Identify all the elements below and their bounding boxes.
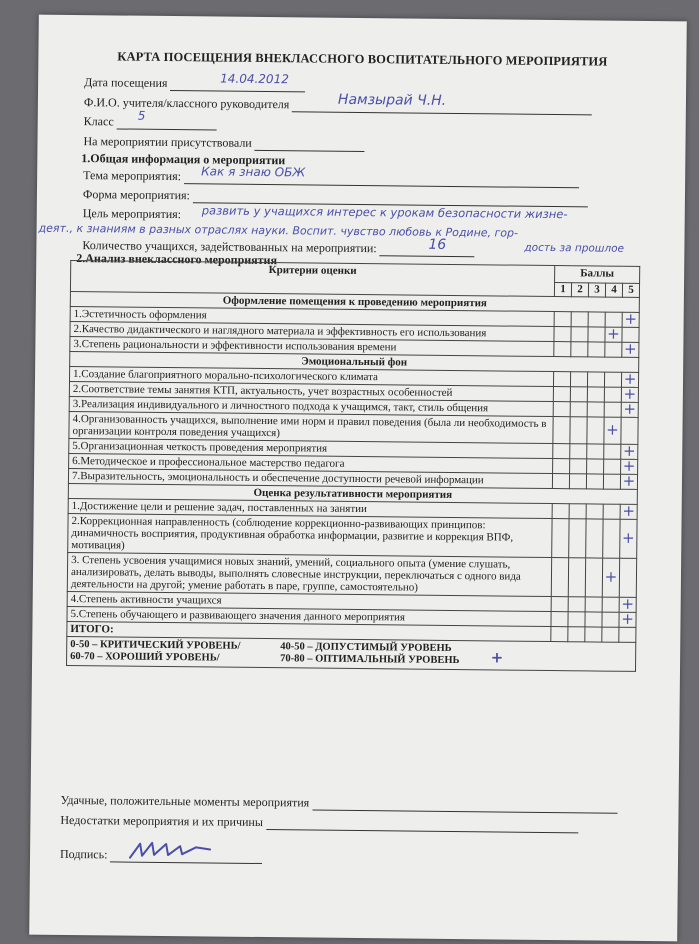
good-points-row: [61, 793, 618, 814]
score-cell[interactable]: [587, 372, 604, 387]
shortcomings-label: Недостатки мероприятия и их причины: [60, 812, 264, 830]
criterion-text: 7.Выразительность, эмоциональность и обеспечение доступности речевой информации: [68, 468, 552, 488]
score-cell[interactable]: [619, 558, 636, 597]
score-cell[interactable]: [621, 399, 638, 418]
criterion-text: 5.Степень обучающего и развивающего значения данного мероприятия: [67, 606, 551, 626]
score-cell[interactable]: [554, 342, 571, 357]
score-mark: +: [621, 594, 635, 613]
good-points-label: Удачные, положительные моменты мероприятия: [60, 792, 310, 810]
score-cell[interactable]: [551, 597, 568, 612]
topic-value: Как я знаю ОБЖ: [201, 164, 306, 180]
score-cell[interactable]: [570, 459, 587, 474]
score-col-1: 1: [554, 282, 571, 297]
count-field[interactable]: [380, 242, 475, 257]
group-title: Эмоциональный фон: [70, 351, 639, 372]
score-cell[interactable]: [603, 519, 620, 558]
levels-grid: [70, 639, 632, 669]
criterion-text: 2.Соответствие темы занятия КТП, актуальность, учет возрастных особенностей: [69, 381, 553, 401]
score-cell[interactable]: [620, 519, 637, 558]
teacher-label: Ф.И.О. учителя/классного руководителя: [83, 95, 290, 112]
class-row: [84, 114, 217, 130]
score-mark: +: [622, 501, 636, 520]
score-mark: +: [606, 420, 619, 439]
criterion-row: [68, 513, 637, 558]
score-cell[interactable]: [586, 504, 603, 519]
shortcomings-row: [60, 813, 578, 833]
score-cell[interactable]: [587, 444, 604, 459]
form-label: Форма мероприятия:: [82, 187, 190, 203]
criterion-text: 1.Эстетичность оформления: [70, 306, 554, 326]
goal-line-1: развить у учащихся интерес к урокам безопасности жизне-: [201, 203, 568, 222]
score-cell[interactable]: [569, 474, 586, 489]
score-cell[interactable]: [568, 597, 585, 612]
class-value: 5: [137, 108, 146, 123]
score-cell[interactable]: [619, 609, 636, 628]
score-mark: +: [623, 369, 637, 388]
date-label: Дата посещения: [84, 75, 168, 90]
levels-cell: [67, 636, 636, 671]
score-cell[interactable]: [553, 444, 570, 459]
group-title: Оформление помещения к проведению мероприятия: [70, 291, 639, 312]
score-cell[interactable]: [570, 372, 587, 387]
score-cell[interactable]: [554, 312, 571, 327]
level-critical: 0-50 – КРИТИЧЕСКИЙ УРОВЕНЬ/: [70, 638, 241, 652]
score-mark: +: [604, 567, 618, 586]
goal-label: Цель мероприятия:: [82, 206, 182, 222]
score-mark: +: [623, 384, 637, 403]
score-cell[interactable]: [551, 558, 568, 597]
criteria-table-body: [67, 260, 640, 671]
score-cell[interactable]: [622, 339, 639, 358]
score-cell[interactable]: [553, 372, 570, 387]
goal-row: [83, 206, 181, 222]
score-cell[interactable]: [569, 519, 586, 558]
goal-line-3: дость за прошлое: [524, 241, 625, 255]
score-cell[interactable]: [585, 612, 602, 627]
score-cell[interactable]: [621, 417, 638, 444]
score-cell[interactable]: [602, 612, 619, 627]
topic-label: Тема мероприятия:: [83, 168, 182, 184]
present-row: [83, 134, 364, 152]
score-cell[interactable]: [552, 474, 569, 489]
score-cell[interactable]: [553, 402, 570, 417]
score-cell[interactable]: [587, 417, 604, 444]
signature-scribble: [126, 840, 216, 863]
score-col-5: 5: [622, 283, 639, 298]
score-cell[interactable]: [570, 444, 587, 459]
score-cell[interactable]: [620, 471, 637, 490]
score-cell[interactable]: [586, 519, 603, 558]
score-cell[interactable]: [568, 558, 585, 597]
score-col-4: 4: [605, 283, 622, 298]
score-cell[interactable]: [603, 474, 620, 489]
level-optimal: 70-80 – ОПТИМАЛЬНЫЙ УРОВЕНЬ: [280, 653, 460, 667]
score-mark: +: [622, 471, 636, 490]
score-cell[interactable]: [553, 417, 570, 444]
score-cell[interactable]: [570, 402, 587, 417]
score-cell[interactable]: [585, 597, 602, 612]
total-label: ИТОГО:: [67, 621, 551, 641]
criterion-text: 4.Организованность учащихся, выполнение ими норм и правил поведения (была ли необходимость в организации контроля поведения учащихся): [69, 411, 553, 443]
score-mark: +: [622, 441, 636, 460]
criterion-text: 4.Степень активности учащихся: [67, 591, 551, 611]
score-cell[interactable]: [553, 387, 570, 402]
present-field[interactable]: [255, 137, 365, 152]
criterion-text: 1.Достижение цели и решение задач, поставленных на занятии: [68, 498, 552, 518]
score-cell[interactable]: [554, 327, 571, 342]
score-cell[interactable]: [551, 612, 568, 627]
score-cell[interactable]: [585, 558, 602, 597]
score-cell[interactable]: [588, 312, 605, 327]
criterion-text: 5.Организационная четкость проведения мероприятия: [69, 438, 553, 458]
score-cell[interactable]: [604, 444, 621, 459]
total-cell[interactable]: [619, 627, 636, 642]
score-cell[interactable]: [571, 327, 588, 342]
topic-row: [83, 168, 579, 188]
criterion-text: 2.Качество дидактического и наглядного материала и эффективность его использования: [70, 321, 554, 341]
levels-row: [67, 636, 636, 671]
score-cell[interactable]: [605, 324, 622, 343]
total-cell[interactable]: [585, 627, 602, 642]
score-mark: +: [623, 339, 637, 358]
class-field[interactable]: [117, 115, 217, 130]
score-cell[interactable]: [588, 327, 605, 342]
teacher-value: Намзырай Ч.Н.: [337, 91, 447, 109]
total-cell[interactable]: [568, 627, 585, 642]
score-cell[interactable]: [571, 342, 588, 357]
score-cell[interactable]: [588, 342, 605, 357]
criterion-text: 2.Коррекционная направленность (соблюдение коррекционно-развивающих принципов: динамичность восприятия, продуктивная обработка информации, развитие и коррекция ВПФ, мотивация): [68, 513, 552, 557]
score-mark: +: [624, 309, 638, 328]
score-cell[interactable]: [622, 309, 639, 328]
count-label: Количество учащихся, задействованных на мероприятии:: [82, 238, 377, 256]
score-cell[interactable]: [552, 504, 569, 519]
score-mark: +: [623, 399, 637, 418]
section1-heading: 1.Общая информация о мероприятии: [81, 151, 286, 168]
criterion-text: 6.Методическое и профессиональное мастерство педагога: [69, 453, 553, 473]
score-cell[interactable]: [587, 459, 604, 474]
score-cell[interactable]: [553, 459, 570, 474]
criterion-row: [67, 552, 636, 597]
good-points-field[interactable]: [312, 797, 617, 814]
shortcomings-field[interactable]: [266, 816, 578, 833]
criterion-text: 1.Создание благоприятного морально-психологического климата: [69, 366, 553, 386]
criterion-text: 3.Реализация индивидуального и личностного подхода к учащимся, такт, стиль общения: [69, 396, 553, 416]
score-mark: +: [607, 324, 620, 343]
criteria-table: [66, 260, 640, 672]
score-cell[interactable]: [570, 417, 587, 444]
table-header-row: [71, 260, 640, 283]
score-cell[interactable]: [568, 612, 585, 627]
score-cell[interactable]: [571, 312, 588, 327]
score-col-3: 3: [588, 282, 605, 297]
score-cell[interactable]: [569, 504, 586, 519]
level-acceptable: 40-50 – ДОПУСТИМЫЙ УРОВЕНЬ: [280, 641, 452, 654]
score-cell[interactable]: [604, 417, 621, 444]
score-cell[interactable]: [620, 501, 637, 520]
optimal-level-mark: +: [490, 648, 504, 667]
score-cell[interactable]: [586, 474, 603, 489]
score-cell[interactable]: [603, 504, 620, 519]
page-title: КАРТА ПОСЕЩЕНИЯ ВНЕКЛАССНОГО ВОСПИТАТЕЛЬНОГО МЕРОПРИЯТИЯ: [117, 49, 608, 69]
score-cell[interactable]: [587, 402, 604, 417]
signature-label: Подпись:: [59, 846, 108, 862]
evaluation-sheet: [29, 15, 687, 942]
criterion-text: 3.Степень рациональности и эффективности использования времени: [70, 336, 554, 356]
score-cell[interactable]: [587, 387, 604, 402]
score-mark: +: [621, 528, 635, 547]
date-value: 14.04.2012: [220, 71, 289, 87]
criteria-header: Критерии оценки: [70, 260, 554, 296]
score-cell[interactable]: [604, 402, 621, 417]
goal-line-2: деят., к знаниям в разных отраслях науки. Воспит. чувство любовь к Родине, гор-: [38, 221, 519, 240]
score-cell[interactable]: [604, 387, 621, 402]
score-mark: +: [622, 456, 636, 475]
score-cell[interactable]: [605, 342, 622, 357]
scores-header: Баллы: [555, 266, 640, 283]
score-cell[interactable]: [604, 459, 621, 474]
score-mark: +: [621, 609, 634, 628]
count-value: 16: [428, 236, 447, 253]
section2-heading: 2.Анализ внеклассного мероприятия: [76, 251, 278, 268]
score-cell[interactable]: [604, 372, 621, 387]
score-cell[interactable]: [602, 597, 619, 612]
score-col-2: 2: [571, 282, 588, 297]
score-cell[interactable]: [570, 387, 587, 402]
total-cell[interactable]: [551, 627, 568, 642]
score-cell[interactable]: [552, 519, 569, 558]
group-title: Оценка результативности мероприятия: [68, 483, 637, 504]
class-label: Класс: [83, 114, 114, 129]
criterion-text: 3. Степень усвоения учащимися новых знаний, умений, социального опыта (умение слушать, анализировать, делать выводы, выполнять словесные инструкции, переключаться с одного вида деятельности на другой; умение работать в паре, группе, самостоятельно): [67, 552, 551, 596]
level-good: 60-70 – ХОРОШИЙ УРОВЕНЬ/: [70, 650, 220, 664]
present-label: На мероприятии присутствовали: [83, 134, 252, 150]
total-cell[interactable]: [602, 627, 619, 642]
score-cell[interactable]: [602, 558, 619, 597]
